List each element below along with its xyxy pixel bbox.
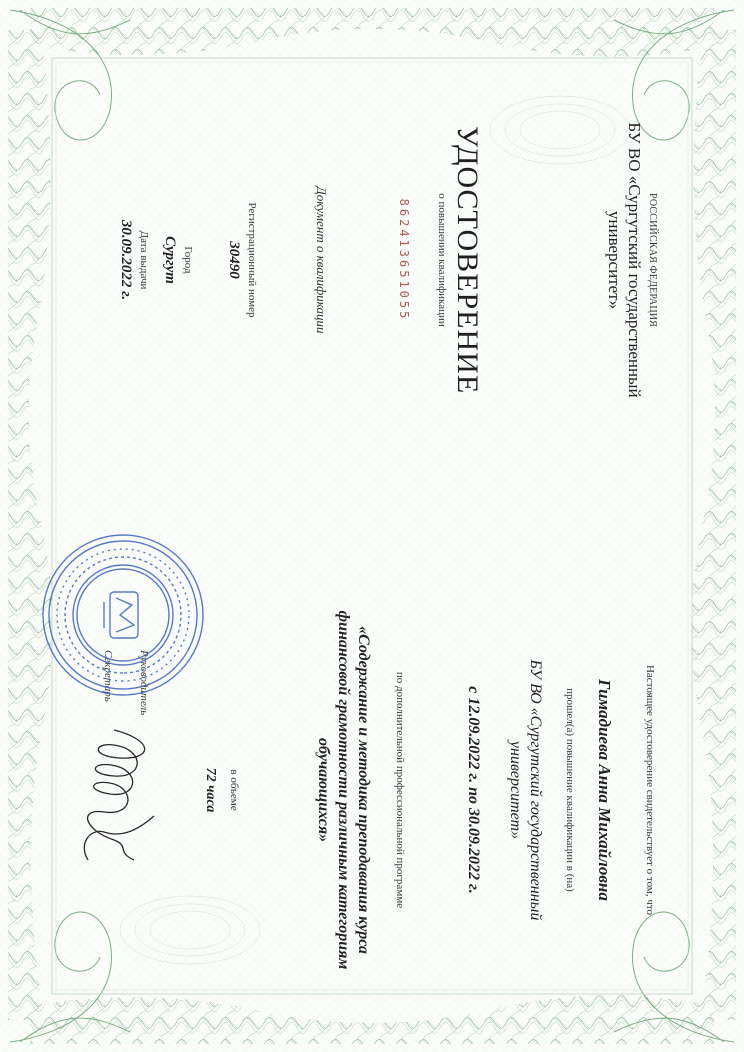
signature-scribble <box>64 720 174 870</box>
document-title: УДОСТОВЕРЕНИЕ <box>451 125 484 395</box>
holder-name: Гимадиева Анна Михайловна <box>595 679 614 901</box>
city-value: Сургут <box>162 236 178 284</box>
issuer-name-line2: университет» <box>605 210 624 310</box>
registration-number: 30490 <box>226 241 242 279</box>
volume-label: в объеме <box>228 769 240 811</box>
issuer-name-line1: БУ ВО «Сургутский государственный <box>625 122 644 398</box>
issue-date-label: Дата выдачи <box>138 230 150 290</box>
secretary-signature-label: Секретарь <box>102 650 114 702</box>
program-line3: обучающихся» <box>315 737 332 843</box>
document-subtitle: о повышении квалификации <box>436 193 448 327</box>
official-seal <box>38 530 208 700</box>
document-type: Документ о квалификации <box>314 186 329 334</box>
city-label: Город <box>182 246 194 274</box>
program-line1: «Содержание и методика преподавания курса <box>355 626 372 954</box>
org-name-line1: БУ ВО «Сургутский государственный <box>527 659 544 921</box>
org-name-line2: университет» <box>507 740 524 840</box>
serial-number: 862413651055 <box>397 198 411 322</box>
head-signature-label: Руководитель <box>138 650 150 716</box>
country-label: РОССИЙСКАЯ ФЕДЕРАЦИЯ <box>647 192 658 328</box>
registration-label: Регистрационный номер <box>246 202 258 318</box>
intro-text: Настоящее удостоверение свидетельствует о том, что <box>644 664 656 916</box>
passed-text: прошел(а) повышение квалификации в (на) <box>564 688 576 892</box>
volume-value: 72 часа <box>203 767 218 813</box>
issue-date: 30.09.2022 г. <box>118 219 134 301</box>
program-label: по дополнительной профессиональной программе <box>394 671 406 909</box>
program-line2: финансовой грамотности различным категориям <box>335 610 352 970</box>
study-period: с 12.09.2022 г. по 30.09.2022 г. <box>465 686 482 894</box>
